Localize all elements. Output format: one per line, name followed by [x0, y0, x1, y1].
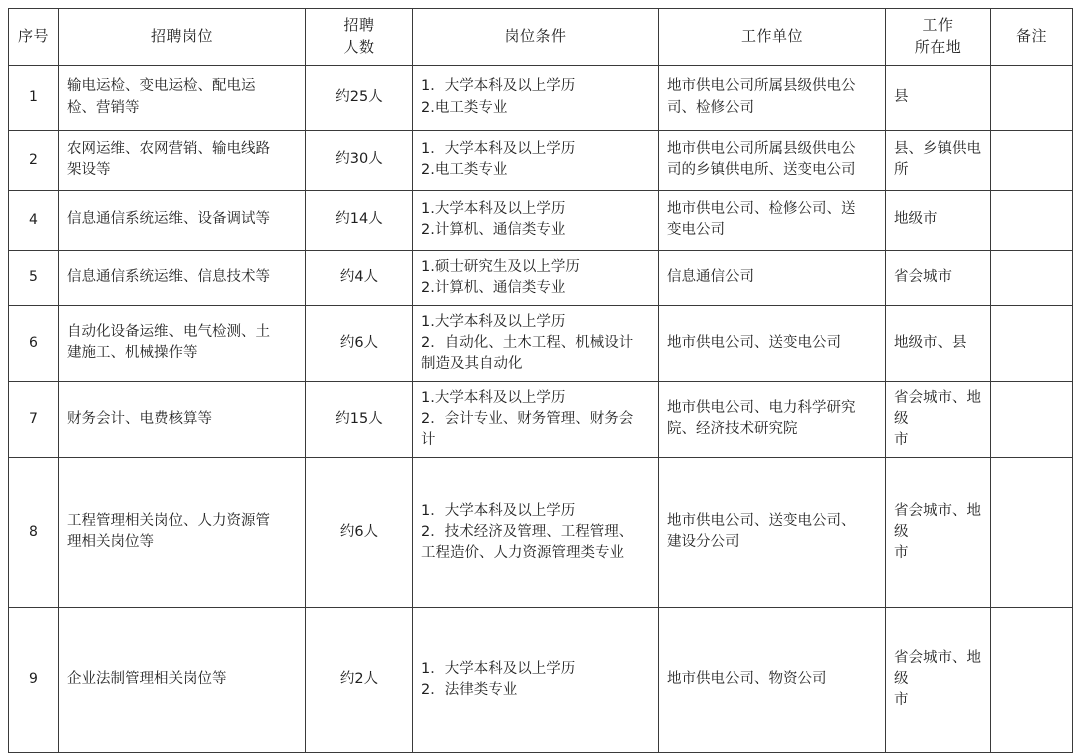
cell-text-line: 1．大学本科及以上学历: [421, 502, 576, 519]
cell-text-line: 2.计算机、通信类专业: [421, 222, 566, 238]
cell-count: [306, 607, 413, 752]
cell-text-line: 约30人: [335, 151, 383, 168]
cell-post: [59, 607, 306, 752]
cell-count: [306, 250, 413, 305]
cell-text-line: 市: [894, 544, 909, 561]
cell-post: [59, 130, 306, 190]
column-header-line: 招聘岗位: [150, 26, 213, 45]
cell-post: [59, 381, 306, 457]
cell-text-line: 2．技术经济及管理、工程管理、: [421, 523, 634, 540]
cell-text-line: 省会城市、地级: [894, 650, 981, 688]
column-header-line: 序号: [17, 26, 49, 45]
cell-count: [306, 65, 413, 130]
table-row: [9, 250, 1073, 305]
column-header-line: 工作: [922, 16, 954, 34]
cell-post: [59, 190, 306, 250]
cell-no: [9, 381, 59, 457]
column-header-line: 人数: [343, 37, 375, 56]
cell-loc: [886, 65, 991, 130]
cell-remark: [991, 130, 1073, 190]
cell-text-line: 8: [29, 523, 38, 540]
cell-cond: [413, 190, 659, 250]
cell-unit: [659, 190, 886, 250]
cell-text-line: 地市供电公司所属县级供电公: [667, 140, 856, 157]
cell-text-line: 县: [894, 88, 909, 105]
cell-no: [9, 305, 59, 381]
cell-text-line: 省会城市、地级: [894, 389, 981, 427]
column-header-no: [9, 9, 59, 66]
cell-text-line: 地级市、县: [894, 334, 967, 351]
cell-text-line: 1: [29, 89, 38, 106]
cell-no: [9, 65, 59, 130]
cell-cond: [413, 607, 659, 752]
cell-loc: [886, 381, 991, 457]
cell-cond: [413, 250, 659, 305]
cell-remark: [991, 607, 1073, 752]
column-header-line: 工作单位: [740, 26, 803, 45]
cell-text-line: 2．法律类专业: [421, 681, 518, 698]
cell-text-line: 信息通信系统运维、设备调试等: [67, 211, 270, 228]
cell-unit: [659, 381, 886, 457]
cell-post: [59, 457, 306, 607]
cell-text-line: 市: [894, 692, 909, 709]
table-header-row: [9, 9, 1073, 66]
cell-text-line: 4: [29, 211, 38, 228]
cell-post: [59, 65, 306, 130]
cell-text-line: 7: [29, 410, 38, 427]
cell-loc: [886, 607, 991, 752]
cell-text-line: 省会城市: [894, 269, 952, 285]
cell-count: [306, 190, 413, 250]
cell-count: [306, 381, 413, 457]
cell-text-line: 1．大学本科及以上学历: [421, 660, 576, 677]
column-header-line: 备注: [1015, 26, 1047, 45]
cell-text-line: 建设分公司: [667, 534, 740, 551]
cell-text-line: 约15人: [335, 410, 383, 427]
cell-text-line: 省会城市、地级: [894, 502, 981, 540]
cell-text-line: 地级市: [894, 211, 938, 228]
cell-no: [9, 250, 59, 305]
table-row: [9, 65, 1073, 130]
cell-unit: [659, 250, 886, 305]
cell-text-line: 2．自动化、土木工程、机械设计: [421, 334, 634, 351]
cell-text-line: 地市供电公司、物资公司: [667, 671, 827, 688]
cell-post: [59, 305, 306, 381]
cell-no: [9, 457, 59, 607]
cell-text-line: 约6人: [339, 523, 379, 540]
cell-text-line: 6: [29, 334, 38, 351]
cell-text-line: 输电运检、变电运检、配电运: [67, 78, 256, 95]
cell-text-line: 司的乡镇供电所、送变电公司: [667, 162, 856, 178]
cell-text-line: 架设等: [67, 162, 111, 178]
cell-text-line: 地市供电公司所属县级供电公: [667, 78, 856, 95]
cell-text-line: 自动化设备运维、电气检测、土: [67, 324, 270, 341]
recruitment-table: [8, 8, 1073, 753]
column-header-post: [59, 9, 306, 66]
cell-text-line: 约4人: [339, 269, 379, 285]
cell-text-line: 地市供电公司、送变电公司、: [667, 513, 856, 530]
cell-text-line: 5: [29, 269, 38, 286]
cell-text-line: 2.计算机、通信类专业: [421, 279, 566, 296]
column-header-remark: [991, 9, 1073, 66]
cell-loc: [886, 130, 991, 190]
cell-text-line: 地市供电公司、电力科学研究: [667, 400, 856, 417]
column-header-unit: [659, 9, 886, 66]
column-header-line: 招聘: [343, 16, 375, 34]
cell-text-line: 1．大学本科及以上学历: [421, 78, 576, 95]
cell-text-line: 地市供电公司、检修公司、送: [667, 200, 856, 217]
cell-text-line: 约25人: [335, 88, 383, 105]
table-header: [9, 9, 1073, 66]
cell-unit: [659, 457, 886, 607]
cell-no: [9, 130, 59, 190]
cell-text-line: 制造及其自动化: [421, 355, 523, 372]
cell-text-line: 计: [421, 431, 436, 448]
cell-remark: [991, 381, 1073, 457]
cell-text-line: 院、经济技术研究院: [667, 421, 798, 438]
cell-text-line: 信息通信公司: [667, 269, 754, 285]
cell-text-line: 1.大学本科及以上学历: [421, 313, 566, 330]
cell-remark: [991, 457, 1073, 607]
cell-no: [9, 190, 59, 250]
column-header-line: 所在地: [914, 37, 962, 56]
cell-text-line: 2: [29, 151, 38, 168]
cell-cond: [413, 305, 659, 381]
cell-text-line: 1.大学本科及以上学历: [421, 200, 566, 217]
cell-text-line: 企业法制管理相关岗位等: [67, 671, 227, 688]
cell-text-line: 地市供电公司、送变电公司: [667, 334, 841, 351]
cell-text-line: 2.电工类专业: [421, 162, 508, 178]
cell-unit: [659, 65, 886, 130]
cell-loc: [886, 305, 991, 381]
table-row: [9, 190, 1073, 250]
cell-text-line: 理相关岗位等: [67, 534, 154, 551]
cell-cond: [413, 381, 659, 457]
column-header-count: [306, 9, 413, 66]
cell-remark: [991, 305, 1073, 381]
cell-cond: [413, 457, 659, 607]
cell-count: [306, 305, 413, 381]
cell-text-line: 信息通信系统运维、信息技术等: [67, 269, 270, 285]
column-header-loc: [886, 9, 991, 66]
cell-loc: [886, 190, 991, 250]
cell-post: [59, 250, 306, 305]
cell-text-line: 司、检修公司: [667, 99, 754, 116]
cell-text-line: 工程管理相关岗位、人力资源管: [67, 513, 270, 530]
table-row: [9, 457, 1073, 607]
table-body: [9, 65, 1073, 752]
cell-text-line: 财务会计、电费核算等: [67, 410, 212, 427]
cell-remark: [991, 250, 1073, 305]
cell-cond: [413, 130, 659, 190]
cell-text-line: 建施工、机械操作等: [67, 345, 198, 362]
cell-text-line: 约2人: [339, 671, 379, 688]
cell-count: [306, 130, 413, 190]
cell-unit: [659, 607, 886, 752]
cell-text-line: 农网运维、农网营销、输电线路: [67, 140, 270, 157]
cell-loc: [886, 457, 991, 607]
cell-text-line: 约14人: [335, 211, 383, 228]
cell-text-line: 市: [894, 431, 909, 448]
cell-cond: [413, 65, 659, 130]
table-row: [9, 607, 1073, 752]
cell-text-line: 1.硕士研究生及以上学历: [421, 258, 580, 275]
table-row: [9, 130, 1073, 190]
cell-text-line: 检、营销等: [67, 99, 140, 116]
cell-no: [9, 607, 59, 752]
table-row: [9, 305, 1073, 381]
column-header-line: 岗位条件: [504, 26, 567, 45]
cell-remark: [991, 190, 1073, 250]
cell-unit: [659, 130, 886, 190]
cell-text-line: 2.电工类专业: [421, 99, 508, 116]
cell-text-line: 2．会计专业、财务管理、财务会: [421, 410, 634, 427]
cell-count: [306, 457, 413, 607]
cell-text-line: 1．大学本科及以上学历: [421, 140, 576, 157]
cell-text-line: 约6人: [339, 334, 379, 351]
cell-text-line: 1.大学本科及以上学历: [421, 389, 566, 406]
cell-remark: [991, 65, 1073, 130]
cell-text-line: 县、乡镇供电所: [894, 140, 981, 178]
cell-text-line: 变电公司: [667, 222, 725, 238]
cell-unit: [659, 305, 886, 381]
cell-loc: [886, 250, 991, 305]
column-header-cond: [413, 9, 659, 66]
cell-text-line: 工程造价、人力资源管理类专业: [421, 544, 624, 561]
table-row: [9, 381, 1073, 457]
cell-text-line: 9: [29, 671, 38, 688]
